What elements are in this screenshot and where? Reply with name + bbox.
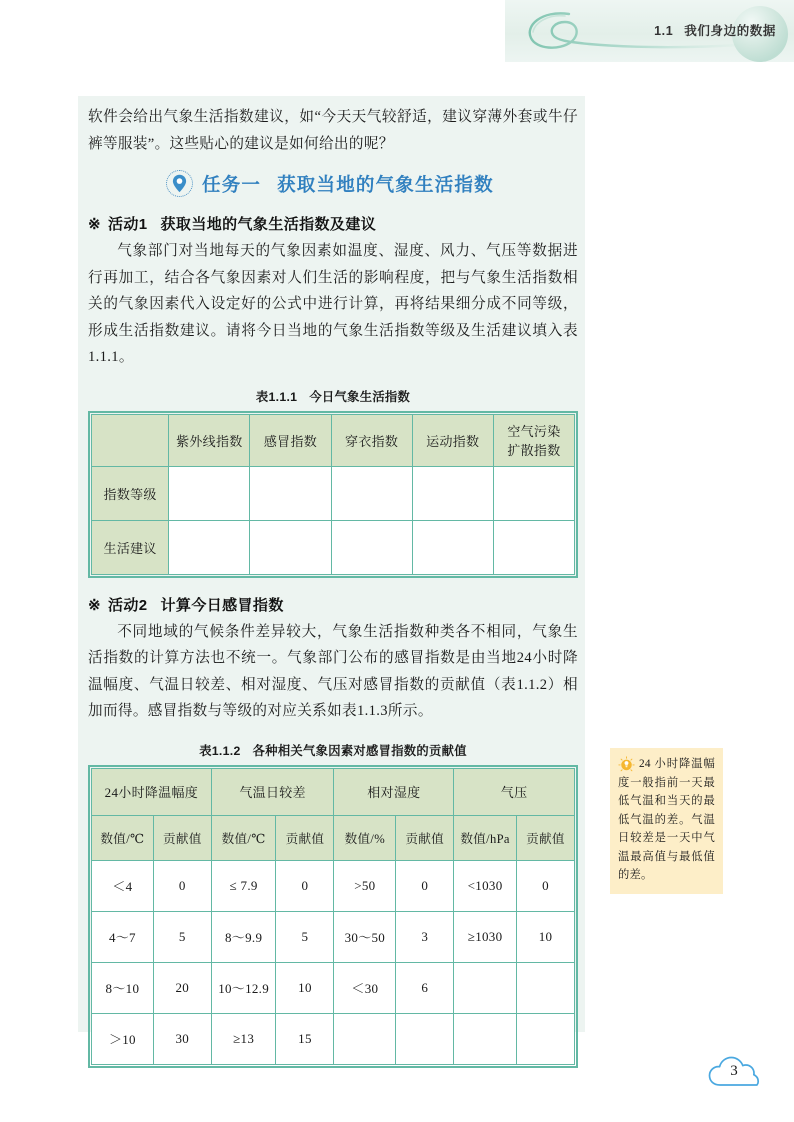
table-row [92,962,575,1013]
table112-cell [516,962,574,1013]
table111-col-header-line1: 空气污染 [507,424,561,439]
table111-cell[interactable] [412,520,493,574]
table112-cell: 3 [396,911,454,962]
page-number [707,1052,761,1092]
table112-sub-header: 数值/% [334,815,396,860]
table111-caption-title: 今日气象生活指数 [309,389,411,404]
header-chapter-number: 1.1 [654,24,674,38]
table112-cell [334,1013,396,1064]
table112-cell: 8～9.9 [211,911,276,962]
table-factor-contributions [91,768,575,1065]
table111-col-header-line2: 扩散指数 [507,443,561,458]
activity1-heading [88,213,578,234]
table-row [92,1013,575,1064]
table112-cell: 10 [516,911,574,962]
table-today-weather-indices [91,414,575,575]
activity1-label: 活动1 [107,216,148,233]
table112-caption-title: 各种相关气象因素对感冒指数的贡献值 [252,743,467,758]
table112-cell: ≥13 [211,1013,276,1064]
table112-cell: 30～50 [334,911,396,962]
task-label: 任务一 [202,173,262,195]
intro-paragraph: 软件会给出气象生活指数建议，如“今天天气较舒适，建议穿薄外套或牛仔裤等服装”。这些贴心的建议是如何给出的呢？ [88,109,578,152]
table111-cell[interactable] [493,466,574,520]
table112-cell: 0 [153,860,211,911]
table112-sub-header: 数值/℃ [92,815,154,860]
table112-cell: <1030 [454,860,517,911]
table112-sub-header: 数值/℃ [211,815,276,860]
table112-caption-number: 表1.1.2 [199,743,241,758]
table111-header-row [92,414,575,466]
table-row [92,911,575,962]
lightbulb-icon [618,756,635,773]
margin-note [610,748,723,894]
pin-ring-decoration [166,170,193,197]
table112-cell [396,1013,454,1064]
table112-sub-header: 贡献值 [396,815,454,860]
table112-group-header-row [92,768,575,815]
table111-cell[interactable] [250,466,331,520]
table111-cell[interactable] [250,520,331,574]
table111-cell[interactable] [169,466,250,520]
table112-caption [88,741,578,759]
table112-cell [454,962,517,1013]
table112-cell [516,1013,574,1064]
table111-cell[interactable] [331,520,412,574]
table111-cell[interactable] [169,520,250,574]
table112-cell: 0 [276,860,334,911]
table112-group-header: 24小时降温幅度 [92,768,212,815]
table-row [92,466,575,520]
table111-col-header: 感冒指数 [250,414,331,466]
table112-cell: 5 [276,911,334,962]
table112-cell: 20 [153,962,211,1013]
table111-row-label: 生活建议 [92,520,169,574]
activity2-marker: ※ [88,596,101,614]
table112-cell: >50 [334,860,396,911]
table112-cell: ＜4 [92,860,154,911]
table112-cell: ≥1030 [454,911,517,962]
table112-subheader-row [92,815,575,860]
table-row [92,860,575,911]
activity2-paragraph: 不同地域的气候条件差异较大，气象生活指数种类各不相同，气象生活指数的计算方法也不统一。气象部门公布的感冒指数是由当地24小时降温幅度、气温日较差、相对湿度、气压对感冒指数的贡献值（表1.1.2）相加而得。感冒指数与等级的对应关系如表1.1.3所示。 [88,623,578,719]
header-chapter-name: 我们身边的数据 [684,24,776,38]
table112-sub-header: 贡献值 [153,815,211,860]
table-row [92,520,575,574]
table112-sub-header: 数值/hPa [454,815,517,860]
table112-cell: 10 [276,962,334,1013]
table112-cell: 8～10 [92,962,154,1013]
table111-col-header: 穿衣指数 [331,414,412,466]
table111-cell[interactable] [412,466,493,520]
page-content [88,104,578,1068]
location-pin-icon [166,170,193,197]
table111-outline [88,411,578,578]
table111-corner-cell [92,414,169,466]
table112-cell: 10～12.9 [211,962,276,1013]
page-number-text: 3 [730,1063,738,1079]
activity1-marker: ※ [88,216,101,233]
activity2-title: 计算今日感冒指数 [160,596,284,614]
table112-cell: ≤ 7.9 [211,860,276,911]
table112-cell [454,1013,517,1064]
table111-cell[interactable] [493,520,574,574]
table111-cell[interactable] [331,466,412,520]
table112-group-header: 气温日较差 [211,768,334,815]
table111-row-label: 指数等级 [92,466,169,520]
table111-caption [88,387,578,405]
table111-col-header: 运动指数 [412,414,493,466]
table112-cell: 4～7 [92,911,154,962]
table112-sub-header: 贡献值 [516,815,574,860]
table111-col-header: 紫外线指数 [169,414,250,466]
margin-note-text: 24 小时降温幅度一般指前一天最低气温和当天的最低气温的差。气温日较差是一天中气温最高值与最低值的差。 [618,758,715,881]
table112-outline [88,765,578,1068]
task-heading [88,170,578,197]
table111-col-header [493,414,574,466]
activity2-label: 活动2 [107,596,148,614]
header-chapter-title [654,21,776,39]
activity1-title: 获取当地的气象生活指数及建议 [160,216,377,233]
table112-cell: 6 [396,962,454,1013]
table111-caption-number: 表1.1.1 [255,389,298,404]
table112-cell: 15 [276,1013,334,1064]
task-title: 获取当地的气象生活指数 [277,173,494,195]
task-heading-text [202,171,494,197]
table112-group-header: 气压 [454,768,575,815]
activity1-paragraph: 气象部门对当地每天的气象因素如温度、湿度、风力、气压等数据进行再加工，结合各气象因素对人们生活的影响程度，把与气象生活指数相关的气象因素代入设定好的公式中进行计算，再将结果细分成不同等级，形成生活指数建议。请将今日当地的气象生活指数等级及生活建议填入表1.1.1。 [88,243,578,365]
table112-cell: 0 [516,860,574,911]
running-header [505,0,794,62]
table112-cell: ＜30 [334,962,396,1013]
activity2-heading [88,594,578,615]
table112-cell: 5 [153,911,211,962]
table112-cell: 30 [153,1013,211,1064]
table112-group-header: 相对湿度 [334,768,454,815]
table112-cell: 0 [396,860,454,911]
table112-cell: ＞10 [92,1013,154,1064]
table112-sub-header: 贡献值 [276,815,334,860]
